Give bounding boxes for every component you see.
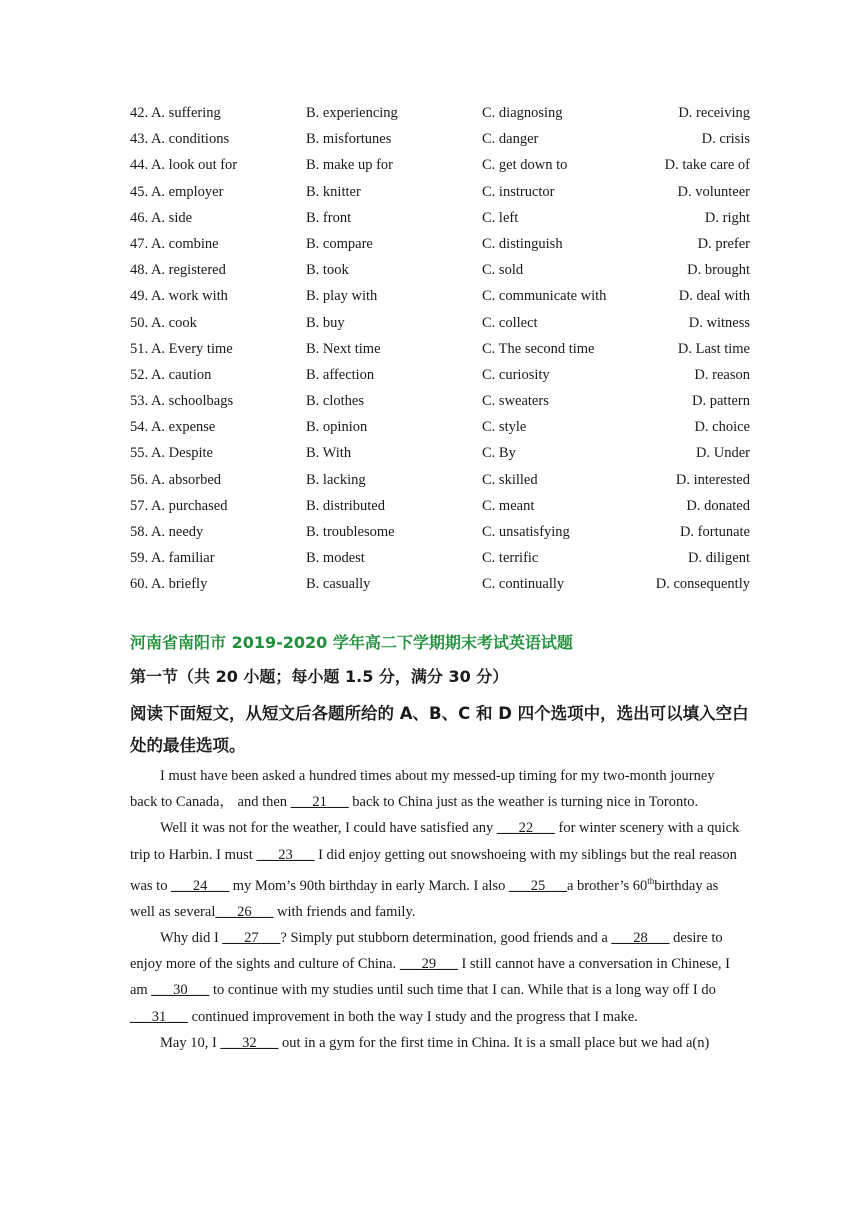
options-table: [130, 102, 750, 600]
option-a: 56. A. absorbed: [130, 471, 222, 488]
option-row: [130, 128, 750, 154]
option-d: D. volunteer: [677, 183, 750, 200]
option-c: C. diagnosing: [482, 105, 563, 121]
option-a: 47. A. combine: [130, 235, 219, 252]
option-row: [130, 495, 750, 521]
option-row: [130, 390, 750, 416]
option-row: [130, 207, 750, 233]
option-c: C. By: [482, 445, 516, 462]
option-a: 55. A. Despite: [130, 445, 213, 462]
blank-24: ___24___: [171, 877, 230, 894]
option-d: D. deal with: [678, 288, 750, 305]
option-a: 52. A. caution: [130, 366, 212, 383]
option-c: C. danger: [482, 131, 539, 148]
option-b: B. knitter: [306, 183, 361, 200]
option-row: [130, 469, 750, 495]
option-row: [130, 312, 750, 338]
option-a: 44. A. look out for: [130, 157, 238, 174]
option-c: C. distinguish: [482, 235, 563, 252]
option-b: B. experiencing: [306, 105, 398, 121]
option-d: D. Last time: [677, 340, 750, 357]
option-c: C. instructor: [482, 183, 555, 200]
option-b: B. opinion: [306, 419, 368, 436]
blank-27: ___27___: [222, 930, 281, 947]
option-b: B. casually: [306, 576, 371, 593]
option-a: 46. A. side: [130, 209, 193, 226]
option-c: C. sweaters: [482, 393, 549, 410]
option-d: D. crisis: [701, 131, 750, 148]
passage: [130, 763, 742, 1056]
option-d: D. brought: [687, 262, 750, 279]
option-c: C. continually: [482, 576, 565, 593]
option-row: [130, 573, 750, 599]
option-c: C. collect: [482, 314, 538, 331]
option-d: D. pattern: [692, 393, 750, 410]
option-row: [130, 338, 750, 364]
option-b: B. play with: [306, 288, 378, 305]
option-a: 53. A. schoolbags: [130, 393, 234, 410]
option-c: C. The second time: [482, 340, 595, 357]
option-d: D. prefer: [697, 235, 750, 252]
blank-30: ___30___: [151, 982, 210, 999]
option-b: B. compare: [306, 235, 373, 252]
option-d: D. fortunate: [679, 524, 750, 540]
option-b: B. misfortunes: [306, 131, 392, 148]
option-c: C. unsatisfying: [482, 524, 570, 540]
option-b: B. clothes: [306, 393, 364, 410]
option-b: B. affection: [306, 366, 375, 383]
option-a: 59. A. familiar: [130, 550, 215, 567]
option-c: C. style: [482, 419, 527, 436]
option-d: D. witness: [688, 314, 750, 331]
option-a: 45. A. employer: [130, 183, 224, 200]
option-d: D. donated: [686, 497, 750, 514]
option-d: D. right: [704, 209, 750, 226]
option-row: [130, 233, 750, 259]
option-b: B. front: [306, 209, 352, 226]
option-a: 58. A. needy: [130, 524, 204, 540]
exam-title: 河南省南阳市 2019-2020 学年高二下学期期末考试英语试题: [130, 633, 573, 652]
option-a: 60. A. briefly: [130, 576, 208, 593]
option-c: C. skilled: [482, 471, 538, 488]
option-b: B. distributed: [306, 497, 385, 514]
option-a: 51. A. Every time: [130, 340, 233, 357]
option-row: [130, 181, 750, 207]
option-a: 50. A. cook: [130, 314, 197, 331]
blank-23: ___23___: [256, 846, 315, 863]
blank-28: ___28___: [611, 930, 670, 947]
option-b: B. lacking: [306, 471, 366, 488]
option-c: C. terrific: [482, 550, 539, 567]
blank-21: ___21___: [290, 794, 349, 811]
blank-31: ___31___: [130, 1008, 188, 1025]
option-c: C. curiosity: [482, 366, 550, 383]
option-row: [130, 416, 750, 442]
option-c: C. get down to: [482, 157, 568, 174]
option-row: [130, 154, 750, 180]
option-row: [130, 364, 750, 390]
option-c: C. sold: [482, 262, 524, 279]
passage-paragraph-2: Well it was not for the weather, I could have satisfied any ___22___ for winter scenery with a quick trip to Harbin. I must ___23___ I did enjoy getting out snowshoeing with my siblings but the real reason was to ___24___ my Mom’s 90th birthday in early March. I also ___25___a brother’s 60thbirthday as well as several___26___ with friends and family.: [130, 820, 740, 920]
option-a: 42. A. suffering: [130, 105, 221, 121]
blank-32: ___32___: [220, 1034, 279, 1051]
blank-26: ___26___: [215, 903, 274, 920]
option-b: B. troublesome: [306, 524, 395, 540]
option-d: D. receiving: [678, 105, 750, 121]
option-d: D. take care of: [664, 157, 750, 174]
option-d: D. interested: [675, 471, 750, 488]
option-d: D. diligent: [687, 550, 750, 567]
option-row: [130, 285, 750, 311]
passage-paragraph-1: I must have been asked a hundred times about my messed-up timing for my two-month journey back to Canada， and then ___21___ back to China just as the weather is turning nice in Toronto.: [130, 768, 715, 811]
option-row: [130, 442, 750, 468]
option-a: 49. A. work with: [130, 288, 228, 305]
option-a: 48. A. registered: [130, 262, 226, 279]
section-heading: 第一节（共 20 小题；每小题 1.5 分，满分 30 分）: [130, 667, 509, 686]
option-a: 54. A. expense: [130, 419, 216, 436]
option-d: D. Under: [696, 445, 750, 462]
option-b: B. modest: [306, 550, 365, 567]
option-d: D. consequently: [655, 576, 750, 593]
option-b: B. With: [306, 445, 352, 462]
option-b: B. took: [306, 262, 349, 279]
option-d: D. choice: [694, 419, 750, 436]
option-c: C. left: [482, 209, 519, 226]
option-b: B. buy: [306, 314, 345, 331]
option-d: D. reason: [694, 366, 750, 383]
option-a: 43. A. conditions: [130, 131, 230, 148]
blank-22: ___22___: [496, 820, 555, 837]
option-row: [130, 102, 750, 128]
option-row: [130, 547, 750, 573]
option-a: 57. A. purchased: [130, 497, 228, 514]
passage-paragraph-3: Why did I ___27___? Simply put stubborn determination, good friends and a ___28___ desire to enjoy more of the sights and culture of China. ___29___ I still cannot have a conversation in Chinese, I am ___30___ to continue with my studies until such time that I can. While that is a long way off I do ___31___ continued improvement in both the way I study and the progress that I make.: [130, 930, 731, 1025]
blank-29: ___29___: [399, 956, 458, 973]
blank-25: ___25___: [508, 877, 567, 894]
passage-paragraph-4: May 10, I ___32___ out in a gym for the first time in China. It is a small place but we had a(n): [160, 1034, 710, 1051]
instruction-text: 阅读下面短文，从短文后各题所给的 A、B、C 和 D 四个选项中，选出可以填入空白处的最佳选项。: [130, 704, 749, 755]
option-b: B. Next time: [306, 340, 381, 357]
option-row: [130, 259, 750, 285]
option-c: C. meant: [482, 497, 535, 514]
option-b: B. make up for: [306, 157, 393, 174]
option-c: C. communicate with: [482, 288, 607, 305]
option-row: [130, 521, 750, 547]
